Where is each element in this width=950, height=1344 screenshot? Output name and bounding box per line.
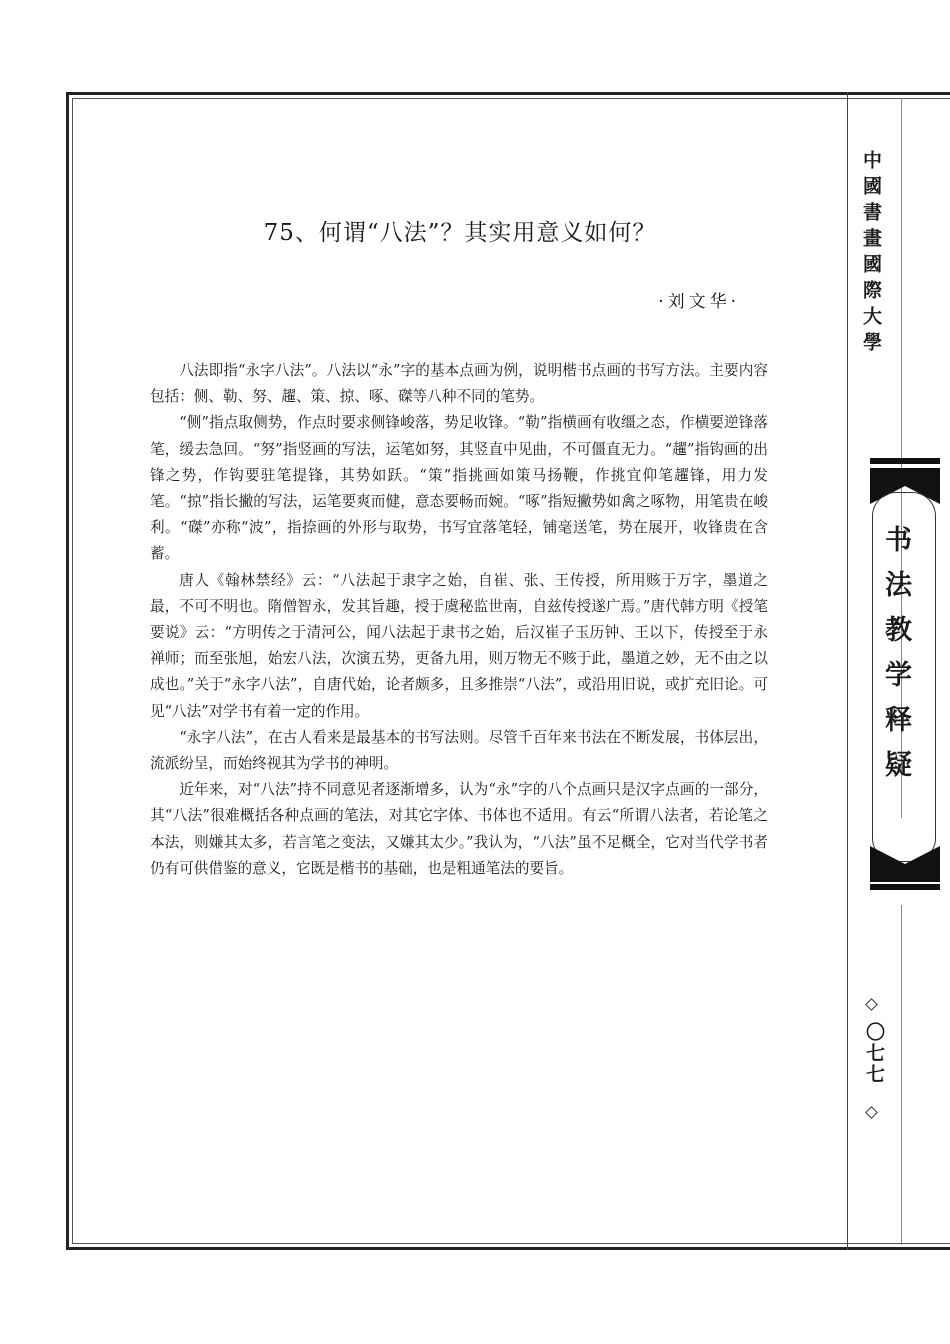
page-number: 〇七七	[863, 1022, 885, 1085]
book-title-top-bar	[870, 458, 940, 464]
book-title-bottom-cap	[870, 842, 940, 882]
book-title: 书法教学释疑	[880, 525, 911, 795]
institution-name: 中國書畫國際大學	[860, 150, 882, 358]
book-title-bottom-bar	[870, 884, 940, 890]
article-author: ·刘文华·	[658, 292, 740, 312]
article-title: 75、何谓“八法”？其实用意义如何？	[263, 220, 657, 246]
body-paragraph: 八法即指“永字八法”。八法以“永”字的基本点画为例，说明楷书点画的书写方法。主要内容包括：侧、勒、努、趯、策、掠、啄、磔等八种不同的笔势。	[150, 362, 768, 406]
body-paragraph: 近年来，对“八法”持不同意见者逐渐增多，认为“永”字的八个点画只是汉字点画的一部分，其“八法”很难概括各种点画的笔法，对其它字体、书体也不适用。有云“所谓八法者，若论笔之本法，则嫌其太多，若言笔之变法，又嫌其太少。”我认为，“八法”虽不足概全，它对当代学书者仍有可供借鉴的意义，它既是楷书的基础，也是粗通笔法的要旨。	[150, 781, 768, 877]
inner-frame-bottom-line	[72, 1243, 950, 1244]
margin-divider-line-lower	[901, 905, 902, 1245]
inner-frame-left-line	[72, 98, 73, 1244]
margin-divider-line	[847, 92, 848, 1250]
article-body	[150, 358, 768, 882]
body-paragraph: “侧”指点取侧势，作点时要求侧锋峻落，势足收锋。“勒”指横画有收缰之态，作横要逆锋落笔，缓去急回。“努”指竖画的写法，运笔如努，其竖直中见曲，不可僵直无力。“趯”指钩画的出锋之势，作钩要驻笔提锋，其势如跃。“策”指挑画如策马扬鞭，作挑宜仰笔趯锋，用力发笔。“掠”指长撇的写法，运笔要爽而健，意态要畅而婉。“啄”指短撇势如禽之啄物，用笔贵在峻利。“磔”亦称“波”，指捺画的外形与取势，书写宜落笔轻，铺毫送笔，势在展开，收锋贵在含蓄。	[150, 414, 768, 563]
inner-frame-top-line	[72, 98, 950, 99]
body-paragraph: “永字八法”，在古人看来是最基本的书写法则。尽管千百年来书法在不断发展，书体层出，流派纷呈，而始终视其为学书的神明。	[150, 728, 768, 773]
body-paragraph: 唐人《翰林禁经》云：“八法起于隶字之始，自崔、张、王传授，所用赅于万字，墨道之最，不可不明也。隋僧智永，发其旨趣，授于虞秘监世南，自兹传授遂广焉。”唐代韩方明《授笔要说》云：“方明传之于清河公，闻八法起于隶书之始，后汉崔子玉历钟、王以下，传授至于永禅师；而至张旭，始宏八法，次演五势，更备九用，则万物无不赅于此，墨道之妙，无不由之以成也。”关于“永字八法”，自唐代始，论者颇多，且多推崇“八法”，或沿用旧说，或扩充旧论。可见“八法”对学书有着一定的作用。	[150, 571, 768, 720]
